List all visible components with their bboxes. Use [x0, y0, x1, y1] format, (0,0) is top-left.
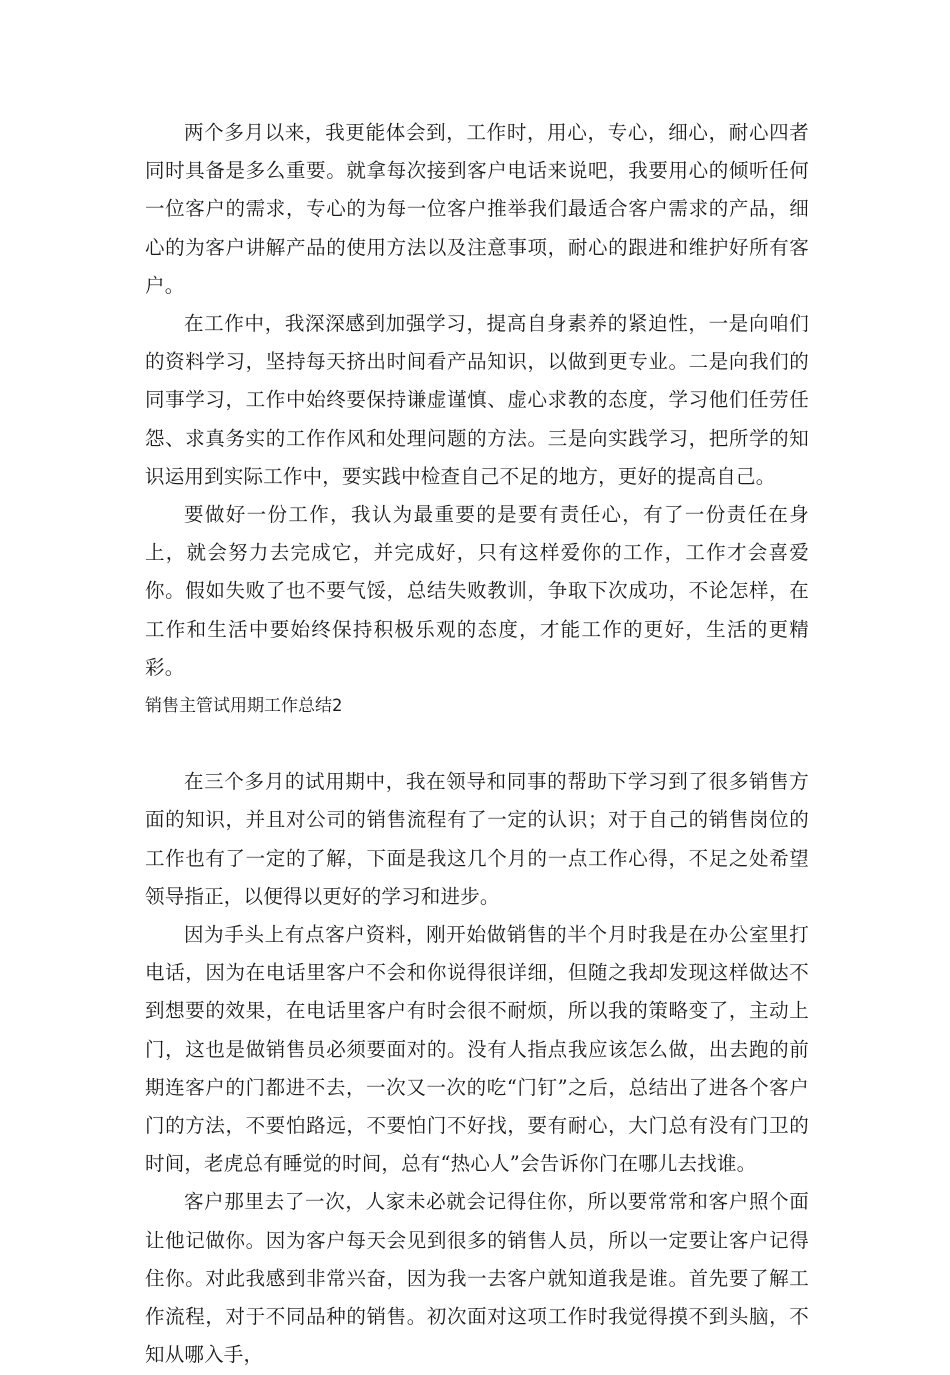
paragraph-responsibility: 要做好一份工作，我认为最重要的是要有责任心，有了一份责任在身上，就会努力去完成它，并完成好，只有这样爱你的工作，工作才会喜爱你。假如失败了也不要气馁，总结失败教训，争取下次成功，不论怎样，在工作和生活中要始终保持积极乐观的态度，才能工作的更好，生活的更精彩。 [145, 503, 809, 679]
paragraph-probation-intro: 在三个多月的试用期中，我在领导和同事的帮助下学习到了很多销售方面的知识，并且对公司的销售流程有了一定的认识；对于自己的销售岗位的工作也有了一定的了解，下面是我这几个月的一点工作心得，不足之处希望领导指正，以便得以更好的学习和进步。 [145, 770, 809, 908]
paragraph-client-memory: 客户那里去了一次，人家未必就会记得住你，所以要常常和客户照个面让他记做你。因为客户每天会见到很多的销售人员，所以一定要让客户记得住你。对此我感到非常兴奋，因为我一去客户就知道我是谁。首先要了解工作流程，对于不同品种的销售。初次面对这项工作时我觉得摸不到头脑，不知从哪入手， [145, 1190, 809, 1367]
paragraph-diligence: 两个多月以来，我更能体会到，工作时，用心，专心，细心，耐心四者同时具备是多么重要。就拿每次接到客户电话来说吧，我要用心的倾听任何一位客户的需求，专心的为每一位客户推举我们最适合客户需求的产品，细心的为客户讲解产品的使用方法以及注意事项，耐心的跟进和维护好所有客户。 [145, 121, 809, 297]
paragraph-learning: 在工作中，我深深感到加强学习，提高自身素养的紧迫性，一是向咱们的资料学习，坚持每天挤出时间看产品知识，以做到更专业。二是向我们的同事学习，工作中始终要保持谦虚谨慎、虚心求教的态度，学习他们任劳任怨、求真务实的工作作风和处理问题的方法。三是向实践学习，把所学的知识运用到实际工作中，要实践中检查自己不足的地方，更好的提高自己。 [145, 312, 809, 488]
section-title: 销售主管试用期工作总结2 [145, 696, 343, 717]
document-body [145, 114, 809, 1375]
paragraph-phone-and-visits: 因为手头上有点客户资料，刚开始做销售的半个月时我是在办公室里打电话，因为在电话里客户不会和你说得很详细，但随之我却发现这样做达不到想要的效果，在电话里客户有时会很不耐烦，所以我的策略变了，主动上门，这也是做销售员必须要面对的。没有人指点我应该怎么做，出去跑的前期连客户的门都进不去，一次又一次的吃“门钉”之后，总结出了进各个客户门的方法，不要怕路远，不要怕门不好找，要有耐心，大门总有没有门卫的时间，老虎总有睡觉的时间，总有“热心人”会告诉你门在哪儿去找谁。 [145, 923, 809, 1176]
